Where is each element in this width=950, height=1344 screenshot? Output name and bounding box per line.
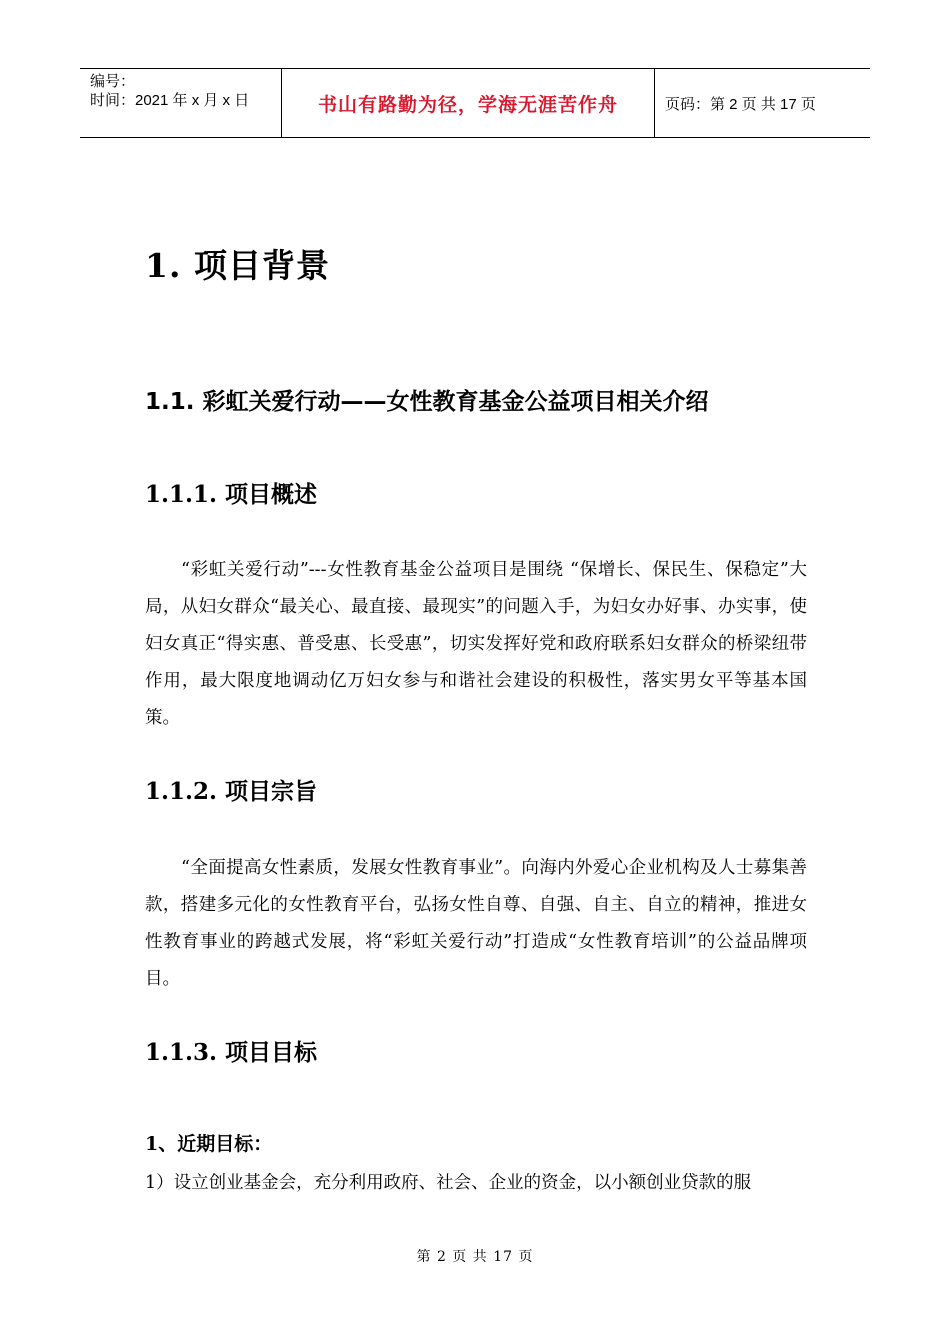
- heading-1-1-2: 1.1.2. 项目宗旨: [145, 778, 318, 805]
- heading-1: 1. 项目背景: [145, 246, 330, 285]
- heading-1-1-3: 1.1.3. 项目目标: [145, 1039, 318, 1066]
- header-motto: 书山有路勤为径，学海无涯苦作舟: [282, 69, 655, 137]
- time-label: 时间：2021 年 x 月 x 日: [90, 92, 250, 109]
- page-footer: 第 2 页 共 17 页: [416, 1249, 534, 1265]
- goal-item-1: 1）设立创业基金会，充分利用政府、社会、企业的资金，以小额创业贷款的服: [145, 1173, 752, 1193]
- header-page-label: 页码：第 2 页 共 17 页: [665, 95, 816, 113]
- number-label: 编号：: [90, 73, 136, 90]
- paragraph-overview: “彩虹关爱行动”---女性教育基金公益项目是围绕 “保增长、保民生、保稳定”大局，从妇女群众“最关心、最直接、最现实”的问题入手，为妇女办好事、办实事，使妇女真正“得实惠、普受惠、长受惠”，切实发挥好党和政府联系妇女群众的桥梁纽带作用，最大限度地调动亿万妇女参与和谐社会建设的积极性，落实男女平等基本国策。: [145, 560, 807, 728]
- page-header: [80, 68, 870, 138]
- heading-1-1-1: 1.1.1. 项目概述: [145, 481, 318, 508]
- paragraph-purpose: “全面提高女性素质，发展女性教育事业”。向海内外爱心企业机构及人士募集善款，搭建多元化的女性教育平台，弘扬女性自尊、自强、自主、自立的精神，推进女性教育事业的跨越式发展，将“彩虹关爱行动”打造成“女性教育培训”的公益品牌项目。: [145, 858, 807, 989]
- header-meta: [80, 69, 282, 137]
- goal-subheading: 1、近期目标：: [145, 1133, 273, 1155]
- heading-1-1: 1.1. 彩虹关爱行动——女性教育基金公益项目相关介绍: [145, 389, 709, 415]
